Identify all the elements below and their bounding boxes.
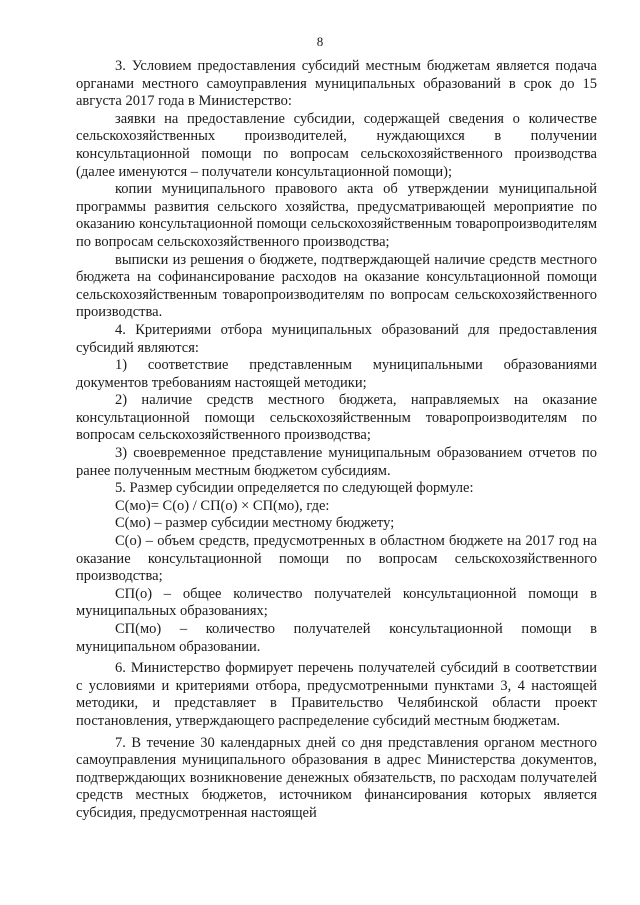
paragraph-municipal-act-copy: копии муниципального правового акта об утверждении муниципальной программы развития сельского хозяйства, предусматривающей мероприятие по оказанию консультационной помощи сельскохозяйственным товаропроизводителям по вопросам сельскохозяйственного производства; (76, 181, 597, 250)
paragraph-application: заявки на предоставление субсидии, содержащей сведения о количестве сельскохозяйственных производителей, нуждающихся в получении консультационной помощи по вопросам сельскохозяйственного производства (далее именуются – получатели консультационной помощи); (76, 110, 597, 180)
paragraph-formula: С(мо)= С(о) / СП(о) × СП(мо), где: (115, 497, 330, 514)
paragraph-item-5-formula-intro: 5. Размер субсидии определяется по следующей формуле: (115, 480, 474, 497)
paragraph-criterion-1: 1) соответствие представленным муниципальными образованиями документов требованиям настоящей методики; (76, 357, 597, 391)
paragraph-formula-spmo: СП(мо) – количество получателей консультационной помощи в муниципальном образовании. (76, 621, 597, 655)
paragraph-item-3-condition: 3. Условием предоставления субсидий местным бюджетам является подача органами местного самоуправления муниципальных образований в срок до 15 августа 2017 года в Министерство: (76, 58, 597, 110)
page-number: 8 (316, 34, 324, 49)
document-body (76, 58, 597, 823)
paragraph-budget-extract: выписки из решения о бюджете, подтверждающей наличие средств местного бюджета на софинансирование расходов на оказание консультационной помощи сельскохозяйственным товаропроизводителям по вопросам сельскохозяйственного производства. (76, 251, 597, 321)
paragraph-criterion-3: 3) своевременное представление муниципальным образованием отчетов по ранее полученным местным бюджетом субсидиям. (76, 445, 597, 479)
paragraph-item-6: 6. Министерство формирует перечень получателей субсидий в соответствии с условиями и критериями отбора, предусмотренными пунктами 3, 4 настоящей методики, и представляет в Правительство Челябинской области проект постановления, утверждающего распределение субсидий местным бюджетам. (76, 660, 597, 729)
paragraph-formula-cmo: С(мо) – размер субсидии местному бюджету; (115, 515, 395, 532)
paragraph-formula-co: С(о) – объем средств, предусмотренных в областном бюджете на 2017 год на оказание консультационной помощи по вопросам сельскохозяйственного производства; (76, 533, 597, 585)
paragraph-item-7: 7. В течение 30 календарных дней со дня представления органом местного самоуправления муниципального образования в адрес Министерства документов, подтверждающих возникновение денежных обязательств, по расходам получателей средств местных бюджетов, источником финансирования которых является субсидия, предусмотренная настоящей (76, 734, 597, 821)
paragraph-formula-spo: СП(о) – общее количество получателей консультационной помощи в муниципальных образованиях; (76, 585, 597, 620)
paragraph-item-4-criteria: 4. Критериями отбора муниципальных образований для предоставления субсидий являются: (76, 321, 597, 356)
paragraph-criterion-2: 2) наличие средств местного бюджета, направляемых на оказание консультационной помощи сельскохозяйственным товаропроизводителям по вопросам сельскохозяйственного производства; (76, 392, 597, 444)
